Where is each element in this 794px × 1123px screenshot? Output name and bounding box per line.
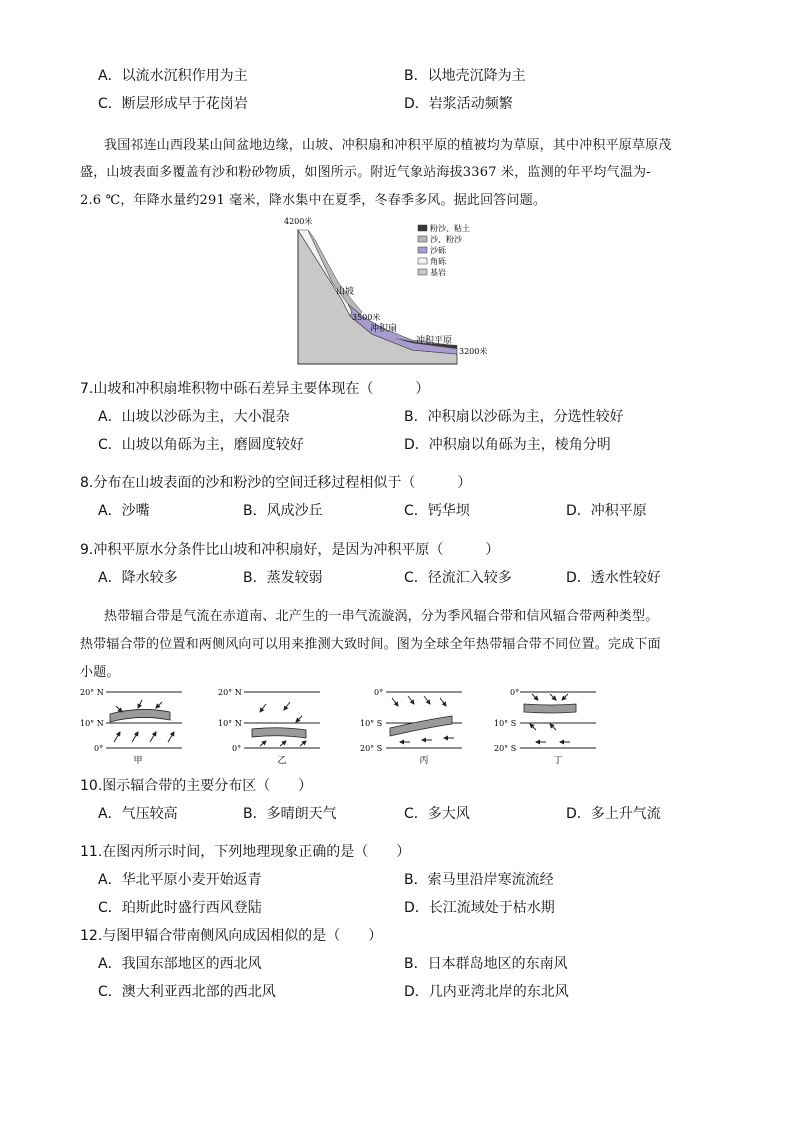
passage2-line1: 热带辐合带是气流在赤道南、北产生的一串气流漩涡，分为季风辐合带和信风辐合带两种类型。 [104, 609, 659, 624]
panel-bing [360, 688, 462, 766]
jia-lat-top: 20° N [80, 688, 104, 697]
legend-sand: 沙、粉沙 [430, 235, 462, 244]
bing-lat-top: 0° [374, 688, 384, 697]
passage1-line3: 2.6 ℃，年降水量约291 毫米，降水集中在夏季，冬春季多风。据此回答问题。 [80, 193, 547, 208]
bing-lat-mid: 10° S [360, 719, 383, 728]
question-9-stem: 9.冲积平原水分条件比山坡和冲积扇好，是因为冲积平原（ ） [80, 542, 500, 558]
label-3500: 3500米 [352, 313, 381, 322]
yi-lat-bot: 0° [232, 744, 242, 753]
yi-lat-top: 20° N [218, 688, 242, 697]
slope-profile-figure [282, 212, 512, 368]
question-10-stem: 10.图示辐合带的主要分布区（ ） [80, 778, 313, 794]
q7-option-a: A．山坡以沙砾为主，大小混杂 [98, 409, 290, 425]
label-plain: 冲积平原 [416, 336, 453, 346]
prev-option-b: B．以地壳沉降为主 [404, 68, 526, 84]
q9-option-c: C．径流汇入较多 [404, 570, 512, 586]
q8-option-b: B．风成沙丘 [243, 503, 323, 519]
question-8-stem: 8.分布在山坡表面的沙和粉沙的空间迁移过程相似于（ ） [80, 475, 472, 491]
panel-yi-label: 乙 [277, 756, 287, 766]
q11-option-b: B．索马里沿岸寒流流经 [404, 872, 554, 888]
q10-option-c: C．多大风 [404, 806, 470, 822]
legend [418, 223, 470, 277]
q9-option-a: A．降水较多 [98, 570, 178, 586]
q12-option-a: A．我国东部地区的西北风 [98, 956, 262, 972]
q9-option-d: D．透水性较好 [566, 570, 661, 586]
q8-option-d: D．冲积平原 [566, 503, 647, 519]
ding-lat-bot: 20° S [494, 744, 517, 753]
passage1-line2: 盛，山坡表面多覆盖有沙和粉砂物质，如图所示。附近气象站海拔3367 米，监测的年平均气温为- [80, 165, 651, 180]
question-12-stem: 12.与图甲辐合带南侧风向成因相似的是（ ） [80, 928, 383, 944]
label-slope: 山坡 [336, 287, 355, 297]
q12-option-c: C．澳大利亚西北部的西北风 [98, 984, 276, 1000]
yi-lat-mid: 10° N [218, 719, 242, 728]
panel-ding-label: 丁 [553, 756, 563, 766]
legend-gravel: 沙砾 [430, 246, 446, 255]
label-4200: 4200米 [284, 217, 313, 226]
passage2-line2: 热带辐合带的位置和两侧风向可以用来推测大致时间。图为全球全年热带辐合带不同位置。完成下面 [80, 637, 661, 652]
jia-lat-bot: 0° [94, 744, 104, 753]
q7-option-c: C．山坡以角砾为主，磨圆度较好 [98, 437, 304, 453]
q11-option-d: D．长江流域处于枯水期 [404, 900, 555, 916]
jia-lat-mid: 10° N [80, 719, 104, 728]
q8-option-c: C．钙华坝 [404, 503, 470, 519]
q11-option-a: A．华北平原小麦开始返青 [98, 872, 262, 888]
q12-option-b: B．日本群岛地区的东南风 [404, 956, 568, 972]
prev-option-d: D．岩浆活动频繁 [404, 96, 513, 112]
legend-breccia: 角砾 [430, 257, 446, 266]
q10-option-d: D．多上升气流 [566, 806, 661, 822]
ding-lat-top: 0° [510, 688, 520, 697]
itcz-figure [80, 684, 610, 768]
passage1-line1: 我国祁连山西段某山间盆地边缘，山坡、冲积扇和冲积平原的植被均为草原，其中冲积平原草原茂 [104, 138, 672, 153]
legend-bedrock: 基岩 [430, 268, 446, 277]
q11-option-c: C．珀斯此时盛行西风登陆 [98, 900, 262, 916]
label-3200: 3200米 [459, 347, 488, 356]
question-7-stem: 7.山坡和冲积扇堆积物中砾石差异主要体现在（ ） [80, 381, 430, 397]
panel-yi [218, 688, 320, 766]
q9-option-b: B．蒸发较弱 [243, 570, 323, 586]
panel-jia [80, 688, 182, 766]
panel-bing-label: 丙 [419, 756, 429, 766]
legend-clay: 粉沙、粘土 [430, 224, 470, 233]
q12-option-d: D．几内亚湾北岸的东北风 [404, 984, 569, 1000]
prev-option-a: A．以流水沉积作用为主 [98, 68, 248, 84]
ding-lat-mid: 10° S [494, 719, 517, 728]
q10-option-a: A．气压较高 [98, 806, 178, 822]
panel-jia-label: 甲 [133, 756, 143, 766]
label-fan: 冲积扇 [370, 324, 398, 334]
question-11-stem: 11.在图丙所示时间，下列地理现象正确的是（ ） [80, 844, 411, 860]
q7-option-b: B．冲积扇以沙砾为主，分选性较好 [404, 409, 624, 425]
bing-lat-bot: 20° S [360, 744, 383, 753]
q10-option-b: B．多晴朗天气 [243, 806, 337, 822]
q8-option-a: A．沙嘴 [98, 503, 150, 519]
q7-option-d: D．冲积扇以角砾为主，棱角分明 [404, 437, 611, 453]
passage2-line3: 小题。 [80, 665, 120, 680]
prev-option-c: C．断层形成早于花岗岩 [98, 96, 248, 112]
panel-ding [494, 688, 596, 766]
